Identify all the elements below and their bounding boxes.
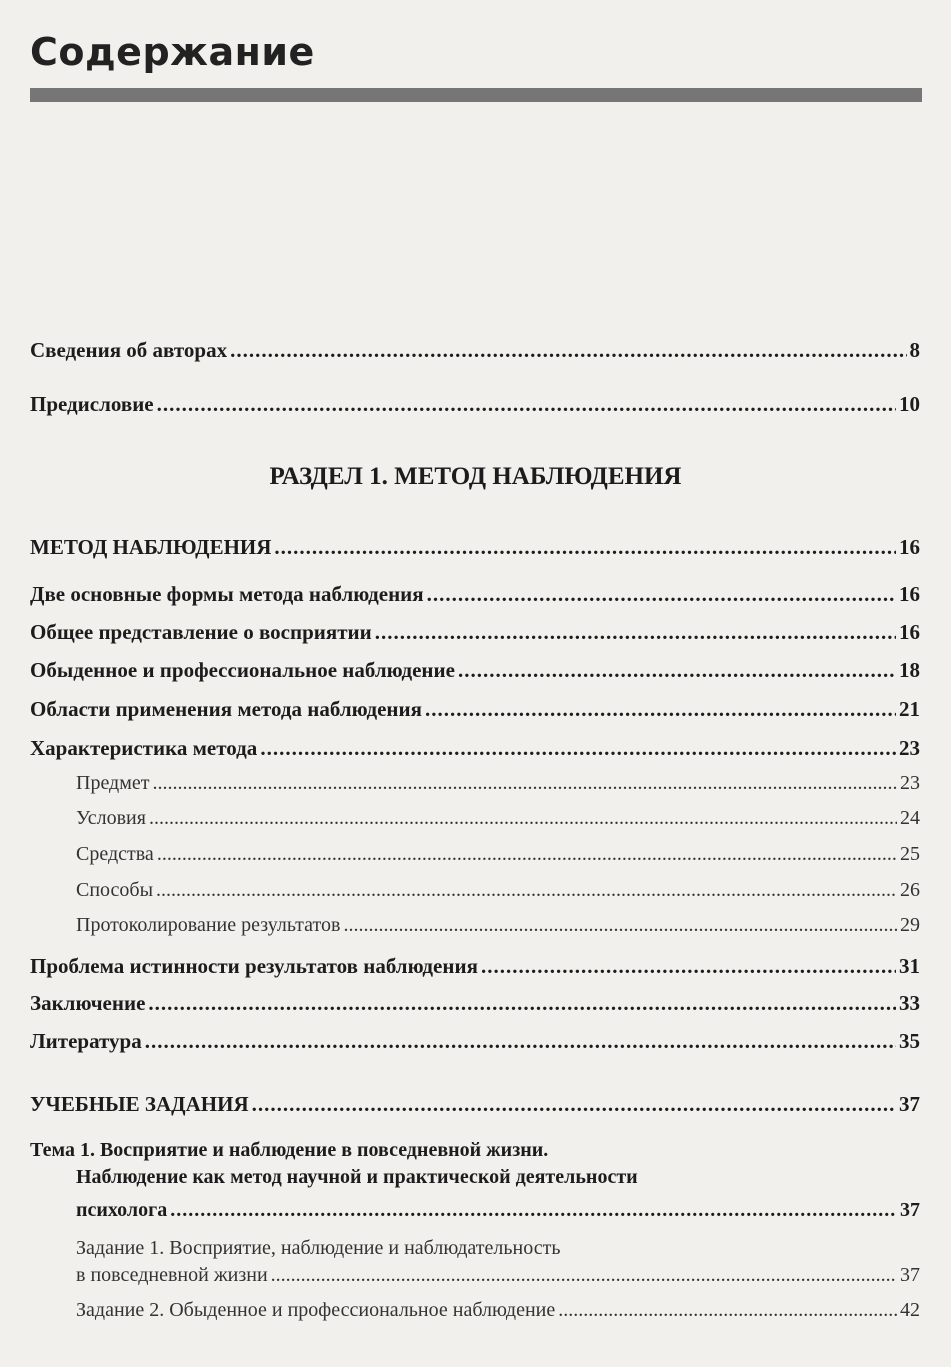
toc-entry-label: Общее представление о восприятии <box>30 620 372 644</box>
toc-entry-chapter[interactable] <box>30 1029 920 1054</box>
toc-entry-label: УЧЕБНЫЕ ЗАДАНИЯ <box>30 1092 249 1116</box>
toc-subentry[interactable] <box>76 843 920 866</box>
toc-entry-page: 23 <box>900 772 920 794</box>
toc-entry-label: Условия <box>76 807 146 829</box>
toc-entry-page: 16 <box>899 535 920 559</box>
toc-entry-label: Литература <box>30 1029 142 1053</box>
dot-leader <box>153 772 897 795</box>
title-rule <box>30 88 922 102</box>
dot-leader <box>260 736 896 761</box>
toc-entry-label: МЕТОД НАБЛЮДЕНИЯ <box>30 535 272 559</box>
toc-entry-page: 33 <box>899 991 920 1015</box>
toc-entry-page: 35 <box>899 1029 920 1053</box>
toc-entry-chapter[interactable] <box>30 658 920 683</box>
toc-entry-chapter[interactable] <box>30 582 920 607</box>
toc-entry-preface[interactable] <box>30 392 920 417</box>
toc-entry-label: Протоколирование результатов <box>76 914 341 936</box>
toc-entry-page: 29 <box>900 914 920 936</box>
dot-leader <box>427 582 896 607</box>
toc-entry-label: психолога <box>76 1199 168 1221</box>
toc-entry-method[interactable] <box>30 535 920 560</box>
dot-leader <box>425 697 896 722</box>
toc-entry-label: Области применения метода наблюдения <box>30 697 422 721</box>
dot-leader <box>230 338 906 363</box>
toc-entry-page: 23 <box>899 736 920 760</box>
toc-entry-label: Две основные формы метода наблюдения <box>30 582 424 606</box>
toc-entry-topic-1-last-line[interactable] <box>76 1199 920 1222</box>
toc-entry-page: 37 <box>899 1092 920 1116</box>
dot-leader <box>157 843 897 866</box>
toc-entry-label: Заключение <box>30 991 146 1015</box>
toc-subentry[interactable] <box>76 879 920 902</box>
dot-leader <box>148 991 896 1016</box>
dot-leader <box>156 879 897 902</box>
dot-leader <box>157 392 896 417</box>
page-title: Содержание <box>30 30 315 74</box>
toc-entry-page: 37 <box>900 1199 920 1221</box>
toc-entry-chapter[interactable] <box>30 736 920 761</box>
dot-leader <box>145 1029 896 1054</box>
toc-entry-label: Предисловие <box>30 392 154 416</box>
toc-entry-label: Способы <box>76 879 154 901</box>
topic-line-2: Наблюдение как метод научной и практической деятельности <box>76 1166 638 1188</box>
toc-entry-authors[interactable] <box>30 338 920 363</box>
toc-entry-page: 24 <box>900 807 920 829</box>
toc-entry-page: 26 <box>900 879 920 901</box>
toc-entry-label: Сведения об авторах <box>30 338 228 362</box>
toc-entry-label: Средства <box>76 843 154 865</box>
toc-entry-page: 10 <box>899 392 920 416</box>
dot-leader <box>149 807 897 830</box>
toc-subentry[interactable] <box>76 772 920 795</box>
toc-entry-page: 42 <box>900 1299 920 1321</box>
toc-entry-page: 31 <box>899 954 920 978</box>
dot-leader <box>458 658 896 683</box>
dot-leader <box>343 914 897 937</box>
toc-entry-page: 16 <box>899 620 920 644</box>
toc-entry-chapter[interactable] <box>30 620 920 645</box>
toc-entry-label: Характеристика метода <box>30 736 258 760</box>
toc-entry-label: Проблема истинности результатов наблюдения <box>30 954 478 978</box>
section-heading: РАЗДЕЛ 1. МЕТОД НАБЛЮДЕНИЯ <box>269 463 682 490</box>
toc-subentry[interactable] <box>76 807 920 830</box>
toc-entry-label: в повседневной жизни <box>76 1264 268 1286</box>
toc-entry-chapter[interactable] <box>30 991 920 1016</box>
toc-entry-chapter[interactable] <box>30 697 920 722</box>
toc-entry-chapter[interactable] <box>30 954 920 979</box>
dot-leader <box>558 1299 897 1322</box>
toc-entry-topic-1[interactable] <box>30 1137 920 1191</box>
toc-entry-page: 37 <box>900 1264 920 1286</box>
dot-leader <box>271 1264 897 1287</box>
toc-entry-page: 8 <box>909 338 920 362</box>
toc-entry-page: 18 <box>899 658 920 682</box>
task-1-line-1: Задание 1. Восприятие, наблюдение и наблюдательность <box>76 1237 561 1259</box>
toc-subentry[interactable] <box>76 914 920 937</box>
toc-entry-task-1[interactable] <box>76 1264 920 1287</box>
toc-entry-label: Обыденное и профессиональное наблюдение <box>30 658 455 682</box>
dot-leader <box>252 1092 896 1117</box>
toc-entry-task-2[interactable] <box>76 1299 920 1322</box>
topic-line-1: Тема 1. Восприятие и наблюдение в повседневной жизни. <box>30 1139 549 1161</box>
toc-entry-page: 25 <box>900 843 920 865</box>
dot-leader <box>481 954 896 979</box>
dot-leader <box>274 535 896 560</box>
toc-entry-label: Задание 2. Обыденное и профессиональное наблюдение <box>76 1299 556 1321</box>
dot-leader <box>170 1199 897 1222</box>
dot-leader <box>375 620 896 645</box>
toc-entry-tasks[interactable] <box>30 1092 920 1117</box>
toc-entry-label: Предмет <box>76 772 150 794</box>
toc-entry-page: 21 <box>899 697 920 721</box>
toc-entry-page: 16 <box>899 582 920 606</box>
